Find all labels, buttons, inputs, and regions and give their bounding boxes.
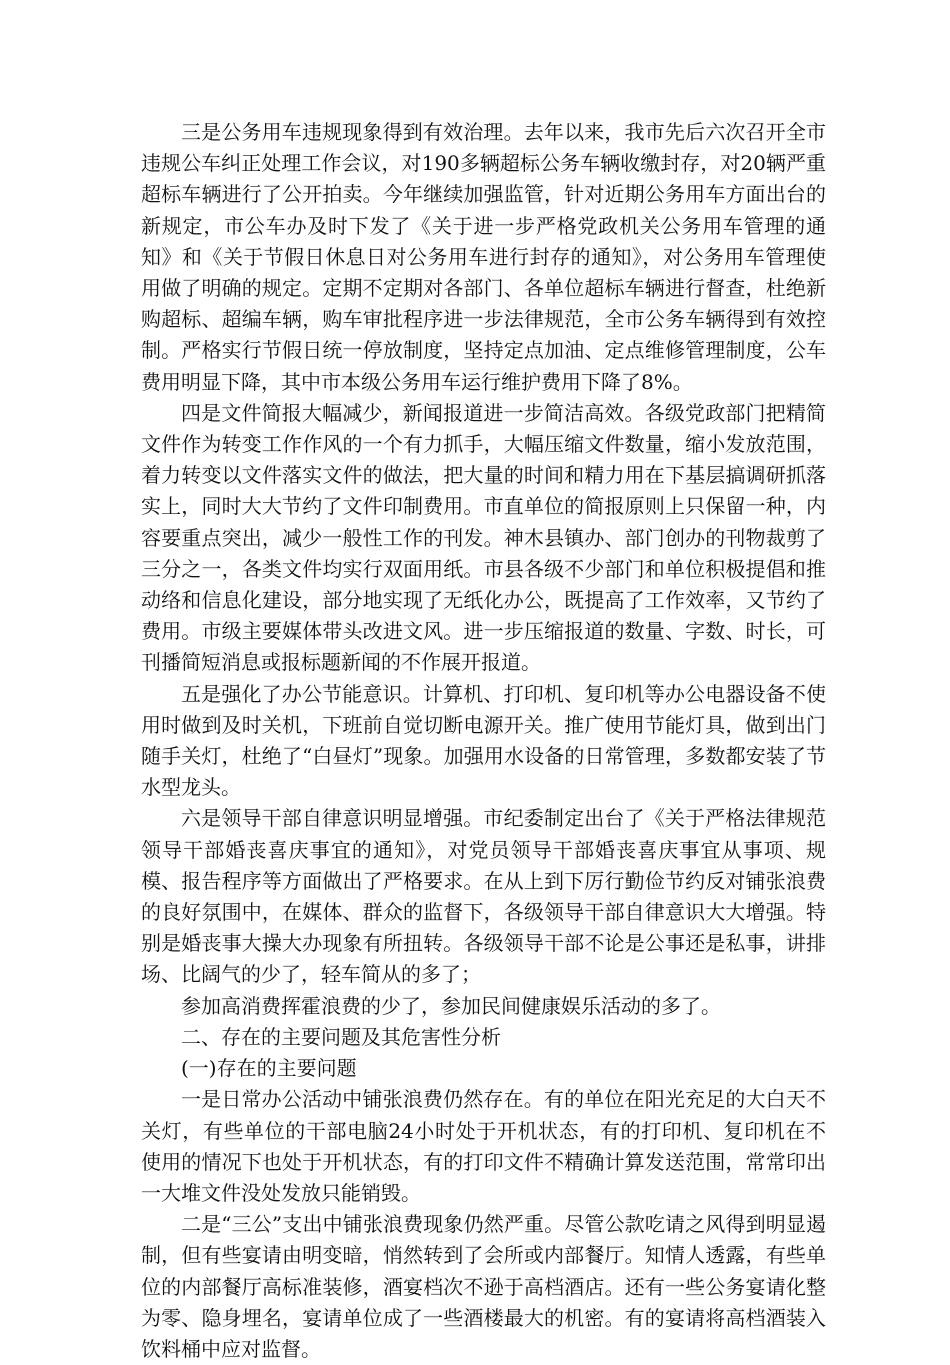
subsection-heading: (一)存在的主要问题 — [181, 1056, 357, 1081]
paragraph-official-vehicles: 三是公务用车违规现象得到有效治理。去年以来，我市先后六次召开全市违规公车纠正处理工作会议，对190多辆超标公务车辆收缴封存，对20辆严重超标车辆进行了公开拍卖。今年继续加强监管，针对近期公务用车方面出台的新规定，市公车办及时下发了《关于进一步严格党政机关公务用车管理的通知》和《关于节假日休息日对公务用车进行封存的通知》，对公务用车管理使用做了明确的规定。定期不定期对各部门、各单位超标车辆进行督查，杜绝新购超标、超编车辆，购车审批程序进一步法律规范，全市公务车辆得到有效控制。严格实行节假日统一停放制度，坚持定点加油、定点维修管理制度，公车费用明显下降，其中市本级公务用车运行维护费用下降了8%。 — [141, 120, 826, 394]
paragraph-self-discipline: 六是领导干部自律意识明显增强。市纪委制定出台了《关于严格法律规范领导干部婚丧喜庆事宜的通知》，对党员领导干部婚丧喜庆事宜从事项、规模、报告程序等方面做出了严格要求。在从上到下厉行勤俭节约反对铺张浪费的良好氛围中，在媒体、群众的监督下，各级领导干部自律意识大大增强。特别是婚丧事大操大办现象有所扭转。各级领导干部不论是公事还是私事，讲排场、比阔气的少了，轻车简从的多了； — [141, 806, 826, 987]
paragraph-document-reduction: 四是文件简报大幅减少，新闻报道进一步简洁高效。各级党政部门把精简文件作为转变工作作风的一个有力抓手，大幅压缩文件数量，缩小发放范围，着力转变以文件落实文件的做法，把大量的时间和精力用在下基层搞调研抓落实上，同时大大节约了文件印制费用。市直单位的简报原则上只保留一种，内容要重点突出，减少一般性工作的刊发。神木县镇办、部门创办的刊物裁剪了三分之一，各类文件均实行双面用纸。市县各级不少部门和单位积极提倡和推动络和信息化建设，部分地实现了无纸化办公，既提高了工作效率，又节约了费用。市级主要媒体带头改进文风。进一步压缩报道的数量、字数、时长，可刊播简短消息或报标题新闻的不作展开报道。 — [141, 400, 826, 675]
document-page — [141, 117, 826, 1365]
paragraph-three-public-expenses: 二是“三公”支出中铺张浪费现象仍然严重。尽管公款吃请之风得到明显遏制，但有些宴请由明变暗，悄然转到了会所或内部餐厅。知情人透露，有些单位的内部餐厅高标准装修，酒宴档次不逊于高档酒店。还有一些公务宴请化整为零、隐身埋名，宴请单位成了一些酒楼最大的机密。有的宴请将高档酒装入饮料桶中应对监督。 — [141, 1212, 826, 1361]
paragraph-energy-saving: 五是强化了办公节能意识。计算机、打印机、复印机等办公电器设备不使用时做到及时关机，下班前自觉切断电源开关。推广使用节能灯具，做到出门随手关灯，杜绝了“白昼灯”现象。加强用水设备的日常管理，多数都安装了节水型龙头。 — [141, 681, 826, 800]
paragraph-office-waste: 一是日常办公活动中铺张浪费仍然存在。有的单位在阳光充足的大白天不关灯，有些单位的干部电脑24小时处于开机状态，有的打印机、复印机在不使用的情况下也处于开机状态，有的打印文件不精确计算发送范围，常常印出一大堆文件没处发放只能销毁。 — [141, 1087, 826, 1205]
paragraph-entertainment: 参加高消费挥霍浪费的少了，参加民间健康娱乐活动的多了。 — [181, 993, 721, 1018]
section-heading: 二、存在的主要问题及其危害性分析 — [181, 1024, 501, 1049]
